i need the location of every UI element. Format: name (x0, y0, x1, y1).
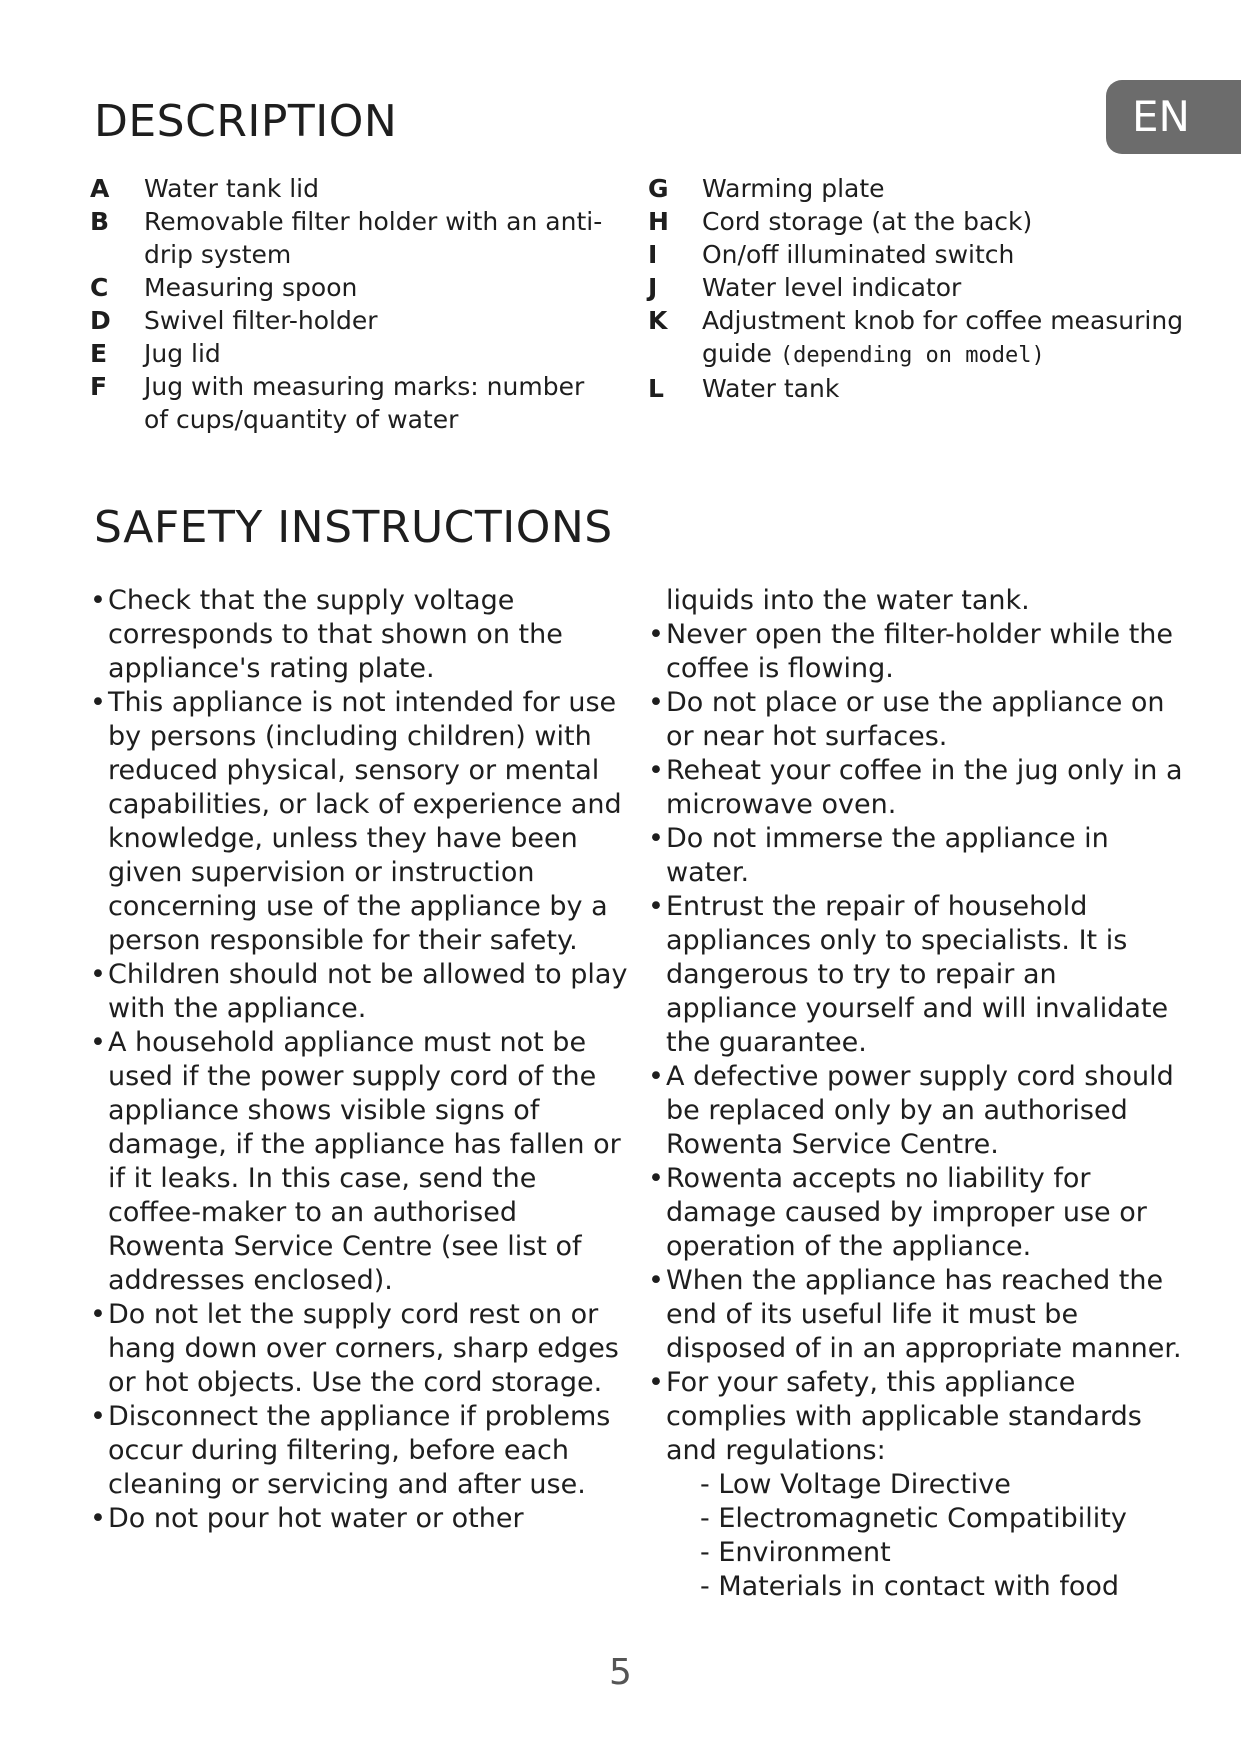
description-item-text: Removable filter holder with an anti-drip system (144, 207, 603, 269)
description-item-letter: E (90, 339, 108, 368)
description-item-letter: L (648, 374, 664, 403)
standards-item: - Materials in contact with food (700, 1571, 1120, 1602)
description-item-letter: F (90, 372, 108, 401)
description-item-letter: A (90, 174, 110, 203)
safety-item-text: Never open the filter-holder while the coffee is flowing. (666, 619, 1174, 684)
bullet-icon: • (90, 1401, 106, 1432)
bullet-icon: • (648, 891, 664, 922)
safety-item (90, 1502, 630, 1536)
safety-item-text: A defective power supply cord should be replaced only by an authorised Rowenta Service Centre. (666, 1061, 1174, 1160)
safety-item (90, 1400, 630, 1502)
description-item-letter: D (90, 306, 111, 335)
bullet-icon: • (90, 687, 106, 718)
safety-item-text: Check that the supply voltage corresponds to that shown on the appliance's rating plate. (108, 585, 563, 684)
description-item-text: Water tank lid (144, 174, 319, 203)
safety-item-text: Children should not be allowed to play with the appliance. (108, 959, 628, 1024)
safety-item-continuation: liquids into the water tank. (666, 585, 1030, 616)
description-item (90, 172, 610, 205)
safety-item (648, 1060, 1188, 1162)
description-item-text: Water tank (702, 374, 840, 403)
description-item-text: Jug lid (144, 339, 221, 368)
standards-item: - Low Voltage Directive (700, 1469, 1011, 1500)
safety-item (648, 618, 1188, 686)
language-tab: EN (1106, 80, 1241, 154)
description-item (90, 337, 610, 370)
bullet-icon: • (648, 823, 664, 854)
description-item-letter: J (648, 273, 658, 302)
page-number: 5 (609, 1652, 632, 1693)
safety-item-text: Entrust the repair of household appliances only to specialists. It is dangerous to try to repair an appliance yourself and will invalidate the guarantee. (666, 891, 1169, 1058)
safety-list-right (648, 584, 1188, 1604)
description-item-text: Measuring spoon (144, 273, 358, 302)
description-item-letter: B (90, 207, 110, 236)
safety-heading: SAFETY INSTRUCTIONS (94, 502, 613, 553)
description-item-letter: K (648, 306, 668, 335)
safety-item-text: A household appliance must not be used if the power supply cord of the appliance shows visible signs of damage, if the appliance has fallen or if it leaks. In this case, send the coffee-maker to an authorised Rowenta Service Centre (see list of addresses enclosed). (108, 1027, 621, 1296)
safety-item (90, 958, 630, 1026)
description-item (90, 205, 610, 271)
safety-item (648, 890, 1188, 1060)
bullet-icon: • (90, 1299, 106, 1330)
description-item (648, 172, 1188, 205)
safety-item (648, 1366, 1188, 1468)
description-item-text: Warming plate (702, 174, 885, 203)
safety-item (90, 686, 630, 958)
description-item-note: (depending on model) (779, 343, 1045, 368)
bullet-icon: • (648, 1163, 664, 1194)
safety-item-text: This appliance is not intended for use by persons (including children) with reduced physical, sensory or mental capabilities, or lack of experience and knowledge, unless they have been given supervision or instruction concerning use of the appliance by a person responsible for their safety. (108, 687, 622, 956)
description-item-text: Swivel filter-holder (144, 306, 378, 335)
safety-item-text: Disconnect the appliance if problems occur during filtering, before each cleaning or servicing and after use. (108, 1401, 611, 1500)
description-item-letter: C (90, 273, 109, 302)
bullet-icon: • (90, 1027, 106, 1058)
description-item-text: Cord storage (at the back) (702, 207, 1033, 236)
safety-item (648, 686, 1188, 754)
description-item (90, 370, 610, 436)
description-item (648, 205, 1188, 238)
standards-item: - Environment (700, 1537, 891, 1568)
safety-item-text: Reheat your coffee in the jug only in a microwave oven. (666, 755, 1183, 820)
standards-list (648, 1468, 1188, 1604)
bullet-icon: • (90, 1503, 106, 1534)
description-item-text: Jug with measuring marks: number of cups/quantity of water (144, 372, 585, 434)
safety-item-text: Do not pour hot water or other (108, 1503, 524, 1534)
safety-list-left (90, 584, 630, 1536)
safety-item-text: Do not immerse the appliance in water. (666, 823, 1109, 888)
safety-item-text: Rowenta accepts no liability for damage caused by improper use or operation of the appliance. (666, 1163, 1147, 1262)
safety-item (648, 822, 1188, 890)
safety-item-text: For your safety, this appliance complies with applicable standards and regulations: (666, 1367, 1142, 1466)
description-item (648, 304, 1188, 372)
safety-item (90, 1026, 630, 1298)
safety-item-text: When the appliance has reached the end of its useful life it must be disposed of in an appropriate manner. (666, 1265, 1182, 1364)
description-item-main: Adjustment knob for coffee measuring guide (702, 306, 1184, 368)
safety-item (90, 1298, 630, 1400)
description-item (648, 238, 1188, 271)
description-item-letter: G (648, 174, 669, 203)
bullet-icon: • (648, 619, 664, 650)
safety-item-text: Do not let the supply cord rest on or hang down over corners, sharp edges or hot objects. Use the cord storage. (108, 1299, 619, 1398)
description-item-text (702, 304, 1188, 372)
bullet-icon: • (648, 1061, 664, 1092)
bullet-icon: • (648, 1367, 664, 1398)
description-heading: DESCRIPTION (94, 96, 398, 147)
description-item (90, 304, 610, 337)
bullet-icon: • (648, 687, 664, 718)
description-item (90, 271, 610, 304)
description-item (648, 271, 1188, 304)
description-list-left (90, 172, 610, 436)
description-item-letter: H (648, 207, 669, 236)
description-item-text: On/off illuminated switch (702, 240, 1015, 269)
description-list-right (648, 172, 1188, 405)
safety-item (648, 1264, 1188, 1366)
safety-item-text: Do not place or use the appliance on or near hot surfaces. (666, 687, 1165, 752)
description-item (648, 372, 1188, 405)
safety-item (648, 754, 1188, 822)
bullet-icon: • (648, 1265, 664, 1296)
bullet-icon: • (648, 755, 664, 786)
description-item-letter: I (648, 240, 658, 269)
description-item-text: Water level indicator (702, 273, 962, 302)
safety-item (90, 584, 630, 686)
bullet-icon: • (90, 959, 106, 990)
standards-item: - Electromagnetic Compatibility (700, 1503, 1127, 1534)
safety-item (648, 1162, 1188, 1264)
bullet-icon: • (90, 585, 106, 616)
